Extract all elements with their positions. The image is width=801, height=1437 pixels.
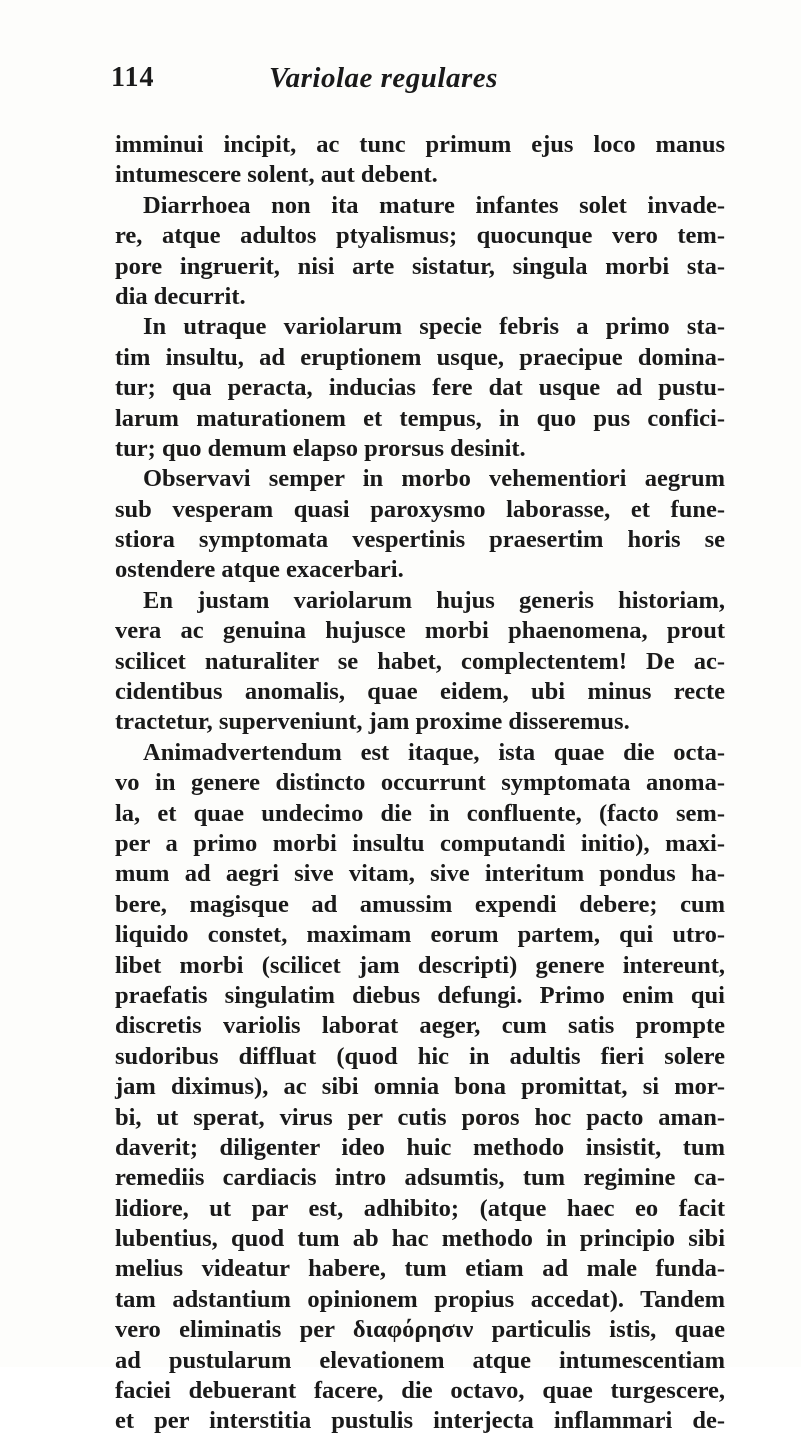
text-line: vo in genere distincto occurrunt symptomata anoma-	[115, 769, 725, 797]
text-line: praefatis singulatim diebus defungi. Primo enim qui	[115, 981, 725, 1009]
text-line: lubentius, quod tum ab hac methodo in principio sibi	[115, 1225, 725, 1253]
page-number: 114	[111, 62, 155, 93]
text-line: sub vesperam quasi paroxysmo laborasse, et fune-	[115, 495, 725, 523]
text-line: jam diximus), ac sibi omnia bona promittat, si mor-	[115, 1073, 725, 1101]
text-line: mum ad aegri sive vitam, sive interitum pondus ha-	[115, 860, 725, 888]
text-line: dia decurrit.	[115, 282, 246, 310]
text-line: sudoribus diffluat (quod hic in adultis fieri solere	[115, 1042, 725, 1070]
text-line: Observavi semper in morbo vehementiori aegrum	[143, 465, 725, 493]
text-line: tam adstantium opinionem propius accedat). Tandem	[115, 1285, 725, 1313]
text-line: tractetur, superveniunt, jam proxime disseremus.	[115, 708, 630, 736]
text-line: Animadvertendum est itaque, ista quae die octa-	[143, 738, 725, 766]
text-line: vero eliminatis per διαφόρησιν particulis istis, quae	[115, 1316, 725, 1344]
text-line: imminui incipit, ac tunc primum ejus loco manus	[115, 131, 725, 158]
text-line: faciei debuerant facere, die octavo, quae turgescere,	[115, 1377, 725, 1405]
text-line: vera ac genuina hujusce morbi phaenomena, prout	[115, 617, 725, 645]
text-line: per a primo morbi insultu computandi initio), maxi-	[115, 829, 725, 857]
text-line: tim insultu, ad eruptionem usque, praecipue domina-	[115, 343, 725, 371]
text-line: bi, ut sperat, virus per cutis poros hoc pacto aman-	[115, 1103, 725, 1131]
text-line: re, atque adultos ptyalismus; quocunque vero tem-	[115, 222, 725, 250]
text-line: tur; qua peracta, inducias fere dat usque ad pustu-	[115, 374, 725, 402]
text-line: remediis cardiacis intro adsumtis, tum regimine ca-	[115, 1164, 725, 1192]
text-line: liquido constet, maximam eorum partem, qui utro-	[115, 921, 725, 949]
text-line: et per interstitia pustulis interjecta inflammari de-	[115, 1407, 725, 1435]
text-line: ad pustularum elevationem atque intumescentiam	[115, 1346, 725, 1374]
text-line: larum maturationem et tempus, in quo pus confici-	[115, 404, 725, 432]
text-line: stiora symptomata vespertinis praesertim horis se	[115, 526, 725, 554]
text-line: melius videatur habere, tum etiam ad male funda-	[115, 1255, 725, 1283]
text-line: scilicet naturaliter se habet, complectentem! De ac-	[115, 647, 725, 675]
page-header	[111, 62, 731, 102]
text-line: bere, magisque ad amussim expendi debere; cum	[115, 890, 725, 918]
text-line: discretis variolis laborat aeger, cum satis prompte	[115, 1012, 725, 1040]
text-line: Diarrhoea non ita mature infantes solet invade-	[143, 191, 725, 219]
text-line: tur; quo demum elapso prorsus desinit.	[115, 434, 526, 462]
text-line: lidiore, ut par est, adhibito; (atque haec eo facit	[115, 1194, 725, 1222]
text-line: En justam variolarum hujus generis historiam,	[143, 586, 725, 614]
text-line: intumescere solent, aut debent.	[115, 161, 438, 189]
text-line: pore ingruerit, nisi arte sistatur, singula morbi sta-	[115, 252, 725, 280]
text-line: la, et quae undecimo die in confluente, (facto sem-	[115, 799, 725, 827]
text-line: ostendere atque exacerbari.	[115, 556, 404, 584]
text-line: libet morbi (scilicet jam descripti) genere intereunt,	[115, 951, 725, 979]
body-text	[115, 130, 725, 1437]
running-title: Variolae regulares	[269, 62, 498, 94]
text-line: daverit; diligenter ideo huic methodo insistit, tum	[115, 1133, 725, 1161]
text-line: cidentibus anomalis, quae eidem, ubi minus recte	[115, 678, 725, 706]
text-line: In utraque variolarum specie febris a primo sta-	[143, 313, 725, 341]
